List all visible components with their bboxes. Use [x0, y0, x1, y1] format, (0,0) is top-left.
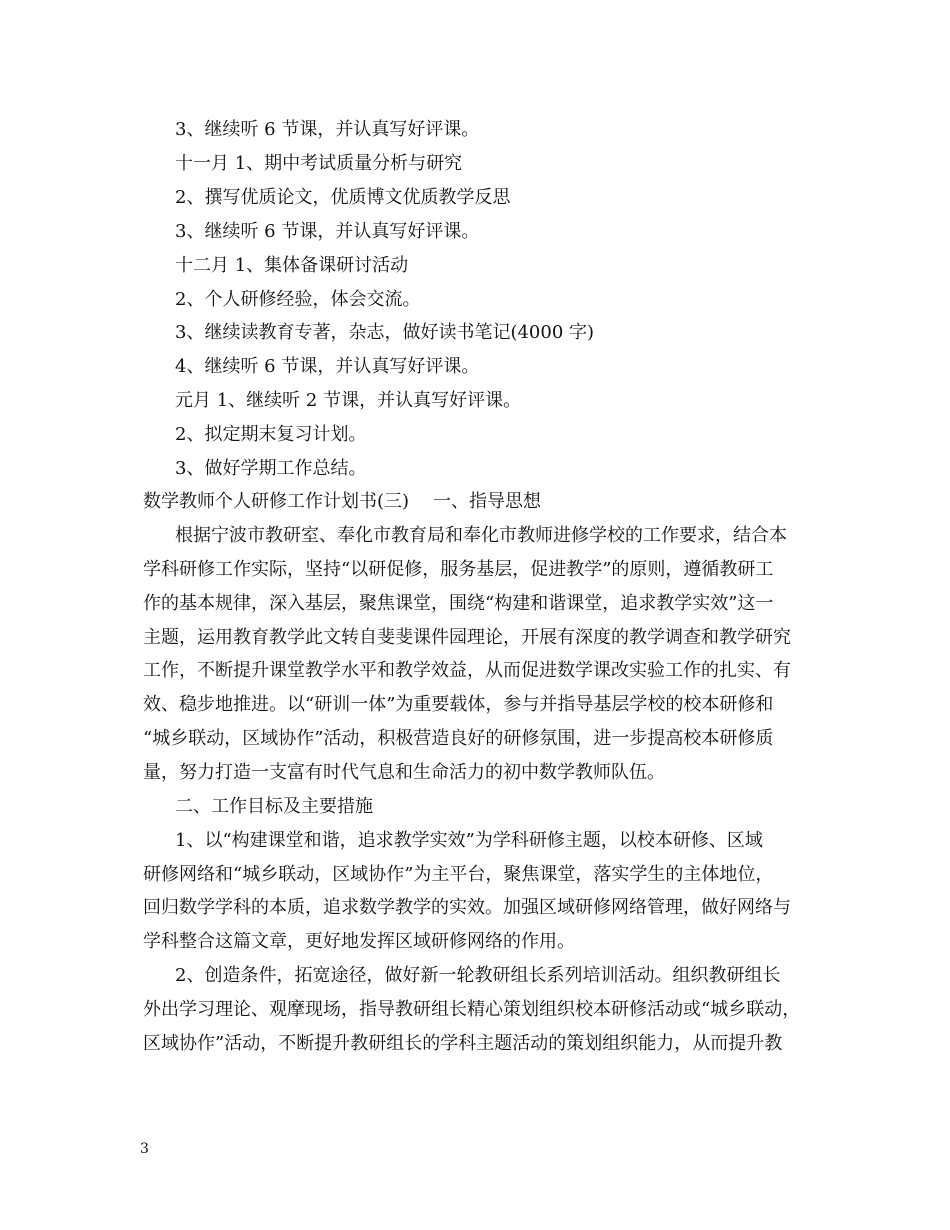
paragraph-line: 工作，不断提升课堂教学水平和教学效益，从而促进数学课改实验工作的扎实、有 [143, 660, 791, 681]
paragraph-line: 量，努力打造一支富有时代气息和生命活力的初中数学教师队伍。 [143, 762, 665, 783]
section-title: 数学教师个人研修工作计划书(三) [143, 491, 410, 512]
section-heading-row [143, 491, 843, 513]
section-heading: 二、工作目标及主要措施 [175, 796, 373, 817]
plan-line: 3、继续听 6 节课，并认真写好评课。 [175, 221, 480, 242]
plan-line: 3、做好学期工作总结。 [175, 458, 367, 479]
paragraph-line: 1、以“构建课堂和谐，追求教学实效”为学科研修主题，以校本研修、区域 [175, 830, 763, 851]
paragraph-line: 学科研修工作实际，坚持“以研促修，服务基层，促进教学”的原则，遵循教研工 [143, 559, 774, 580]
plan-line: 2、撰写优质论文，优质博文优质教学反思 [175, 187, 511, 208]
paragraph-line: 作的基本规律，深入基层，聚焦课堂，围绕“构建和谐课堂，追求教学实效”这一 [143, 593, 774, 614]
page-number: 3 [140, 1141, 149, 1157]
paragraph-line: 外出学习理论、观摩现场，指导教研组长精心策划组织校本研修活动或“城乡联动， [143, 999, 801, 1020]
plan-line: 3、继续听 6 节课，并认真写好评课。 [175, 119, 480, 140]
section-subtitle: 一、指导思想 [433, 491, 542, 512]
paragraph-line: 2、创造条件，拓宽途径，做好新一轮教研组长系列培训活动。组织教研组长 [175, 965, 781, 986]
paragraph-line: 根据宁波市教研室、奉化市教育局和奉化市教师进修学校的工作要求，结合本 [175, 525, 787, 546]
paragraph-line: 学科整合这篇文章，更好地发挥区域研修网络的作用。 [143, 931, 575, 952]
paragraph-line: 区域协作”活动，不断提升教研组长的学科主题活动的策划组织能力，从而提升教 [143, 1033, 783, 1054]
plan-line: 2、拟定期末复习计划。 [175, 424, 367, 445]
plan-line: 2、个人研修经验，体会交流。 [175, 289, 421, 310]
paragraph-line: “城乡联动，区域协作”活动，积极营造良好的研修氛围，进一步提高校本研修质 [143, 728, 774, 749]
paragraph-line: 研修网络和“城乡联动，区域协作”为主平台，聚焦课堂，落实学生的主体地位， [143, 864, 774, 885]
paragraph-line: 主题，运用教育教学此文转自斐斐课件园理论，开展有深度的教学调查和教学研究 [143, 627, 791, 648]
plan-line: 3、继续读教育专著，杂志，做好读书笔记(4000 字) [175, 322, 595, 343]
paragraph-line: 回归数学学科的本质，追求数学教学的实效。加强区域研修网络管理，做好网络与 [143, 897, 791, 918]
plan-line: 4、继续听 6 节课，并认真写好评课。 [175, 356, 480, 377]
plan-line: 十二月 1、集体备课研讨活动 [175, 255, 409, 276]
paragraph-line: 效、稳步地推进。以“研训一体”为重要载体，参与并指导基层学校的校本研修和 [143, 694, 774, 715]
plan-line: 十一月 1、期中考试质量分析与研究 [175, 153, 463, 174]
plan-line: 元月 1、继续听 2 节课，并认真写好评课。 [175, 390, 522, 411]
